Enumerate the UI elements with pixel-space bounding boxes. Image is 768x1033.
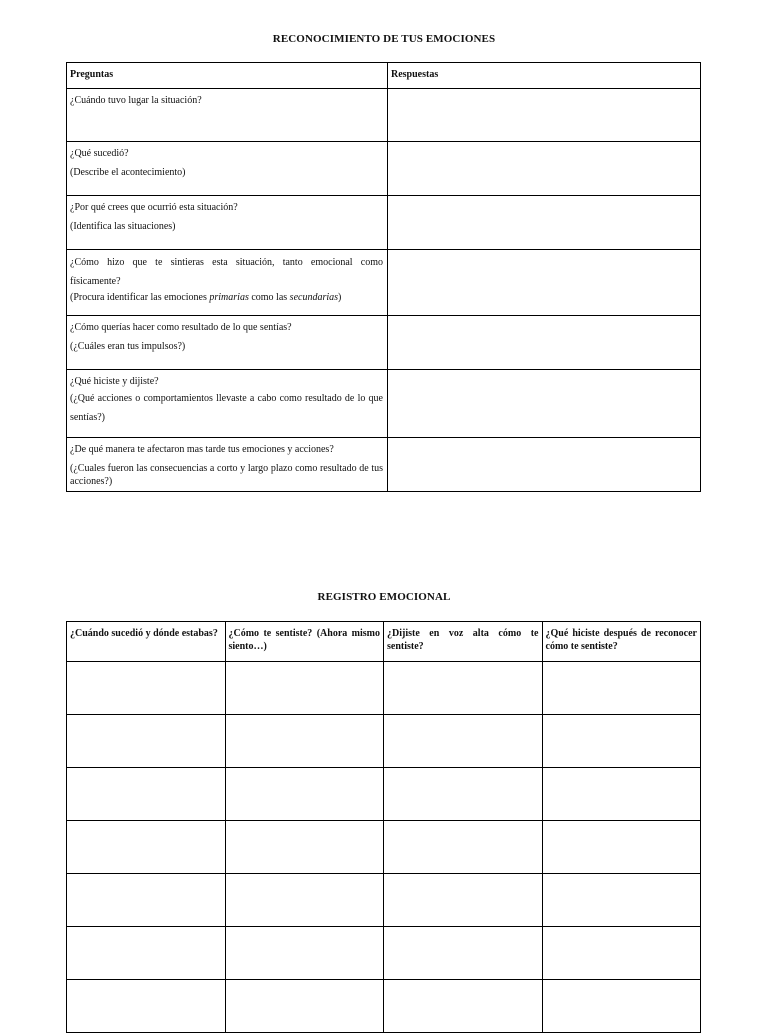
table-row [67,89,701,142]
log-cell[interactable] [225,874,384,927]
header-what-did: ¿Qué hiciste después de reconocer cómo te sentiste? [542,622,701,662]
log-cell[interactable] [542,768,701,821]
question-text: ¿Por qué crees que ocurrió esta situación? [70,202,238,213]
question-text: ¿Cómo querías hacer como resultado de lo que sentías? [70,322,292,333]
emotion-recognition-table [66,62,701,492]
question-cell [67,196,388,250]
table-row [67,370,701,438]
question-cell [67,316,388,370]
log-cell[interactable] [384,768,543,821]
log-cell[interactable] [225,662,384,715]
emphasis-secundarias: secundarias [289,292,339,303]
log-cell[interactable] [384,927,543,980]
log-cell[interactable] [67,662,226,715]
table-row [67,316,701,370]
log-cell[interactable] [542,715,701,768]
question-cell [67,250,388,316]
log-cell[interactable] [225,715,384,768]
question-cell [67,142,388,196]
answer-cell[interactable] [388,89,701,142]
table-header-row [67,622,701,662]
answer-cell[interactable] [388,316,701,370]
question-text: ¿Cuándo tuvo lugar la situación? [70,95,202,106]
question-subtext: (¿Cuales fueron las consecuencias a corto y largo plazo como resultado de tus acciones?) [70,462,383,487]
table-row [67,768,701,821]
header-answers: Respuestas [388,63,701,89]
log-cell[interactable] [384,821,543,874]
header-when-where: ¿Cuándo sucedió y dónde estabas? [67,622,226,662]
table-row [67,438,701,492]
question-cell [67,89,388,142]
table-row [67,927,701,980]
log-cell[interactable] [67,821,226,874]
question-subtext: (Describe el acontecimiento) [70,166,186,178]
log-cell[interactable] [67,980,226,1033]
table-row [67,874,701,927]
question-cell [67,438,388,492]
log-cell[interactable] [384,662,543,715]
log-cell[interactable] [225,768,384,821]
table-row [67,142,701,196]
log-cell[interactable] [384,715,543,768]
question-text: ¿De qué manera te afectaron mas tarde tus emociones y acciones? [70,444,334,455]
log-cell[interactable] [67,715,226,768]
table-row [67,196,701,250]
log-cell[interactable] [67,927,226,980]
log-cell[interactable] [542,927,701,980]
table-row [67,250,701,316]
answer-cell[interactable] [388,370,701,438]
log-cell[interactable] [225,980,384,1033]
answer-cell[interactable] [388,438,701,492]
log-cell[interactable] [542,980,701,1033]
question-subtext: (Procura identificar las emociones primarias como las secundarias) [70,292,342,303]
question-cell [67,370,388,438]
log-cell[interactable] [384,874,543,927]
question-text: ¿Cómo hizo que te sintieras esta situación, tanto emocional como físicamente? [70,257,383,287]
section2-title: REGISTRO EMOCIONAL [317,591,451,603]
question-subtext: (¿Qué acciones o comportamientos llevaste a cabo como resultado de lo que sentías?) [70,392,383,423]
log-cell[interactable] [542,874,701,927]
log-cell[interactable] [542,821,701,874]
question-subtext: (¿Cuáles eran tus impulsos?) [70,340,186,352]
question-text: ¿Qué sucedió? [70,148,129,159]
answer-cell[interactable] [388,196,701,250]
log-cell[interactable] [225,821,384,874]
section1-title: RECONOCIMIENTO DE TUS EMOCIONES [272,33,496,45]
answer-cell[interactable] [388,142,701,196]
log-cell[interactable] [225,927,384,980]
emphasis-primarias: primarias [209,292,249,303]
header-how-felt: ¿Cómo te sentiste? (Ahora mismo siento…) [225,622,384,662]
question-subtext: (Identifica las situaciones) [70,220,176,232]
emotional-log-table [66,621,701,1033]
header-said-aloud: ¿Dijiste en voz alta cómo te sentiste? [384,622,543,662]
log-cell[interactable] [67,874,226,927]
question-text: ¿Qué hiciste y dijiste? [70,376,159,387]
table-row [67,715,701,768]
table-row [67,662,701,715]
table-row [67,821,701,874]
table-row [67,980,701,1033]
table-header-row [67,63,701,89]
header-questions: Preguntas [67,63,388,89]
log-cell[interactable] [384,980,543,1033]
log-cell[interactable] [67,768,226,821]
answer-cell[interactable] [388,250,701,316]
log-cell[interactable] [542,662,701,715]
